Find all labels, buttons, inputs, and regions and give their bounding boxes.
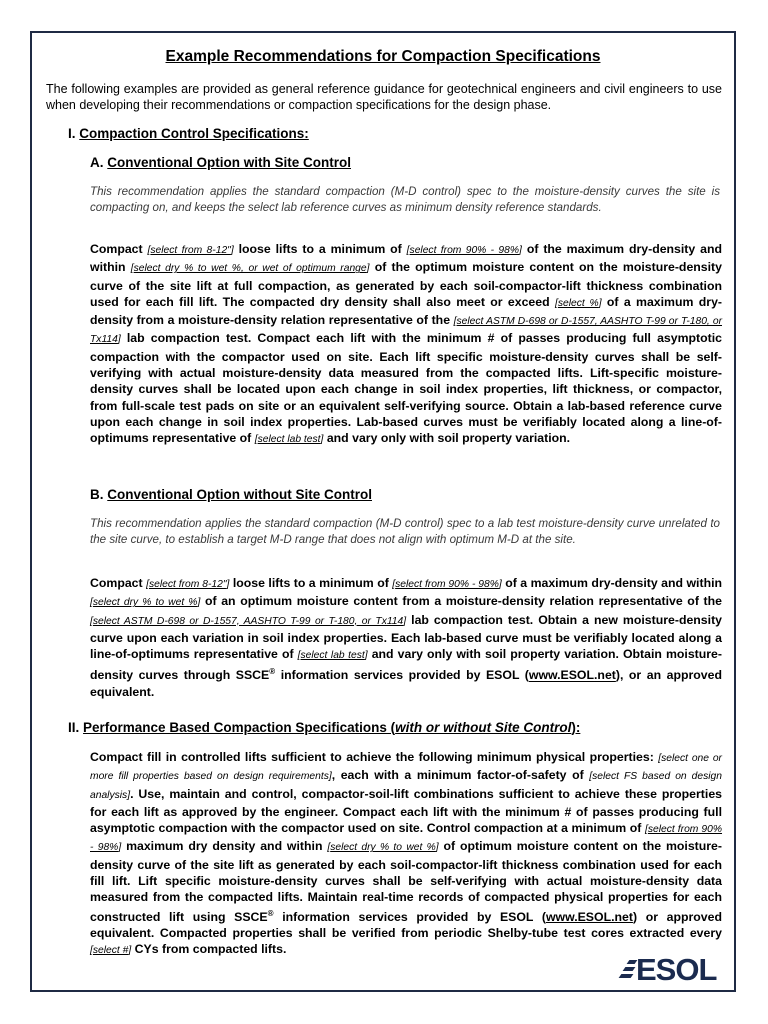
select-placeholder: select ASTM D-698 or D-1557, AASHTO T-99 or T-180, or Tx114 [90,316,722,346]
select-placeholder: select FS based on design analysis [90,771,722,801]
text-run: and vary only with soil property variation. [323,431,571,446]
select-field: [select dry % to wet %] [327,842,439,854]
select-placeholder: select lab test [300,650,365,662]
section-1-title: Compaction Control Specifications: [79,126,309,141]
section-1-number: I. [68,126,76,141]
title-run: Performance Based Compaction Specifications ( [83,720,396,735]
text-run: of optimum moisture content on the moisture-density curve of the site lift as generated by each soil-compactor-lift thickness combination used for each fill lift. Lift specific moisture-density curves shall be self-verifying with actual moisture-density data measured from the compacted lifts. Maintain real-time records of compacted physical properties for each constructed lift using SSCE [90,839,722,924]
text-run: and vary only with soil property variation. Obtain moisture-density curves through SSCE [90,647,722,683]
subsection-b-note: This recommendation applies the standard compaction (M-D control) spec to a lab test moisture-density curve unrelated to the site curve, to establish a target M-D range that does not align with optimum M-D at the site. [90,517,720,546]
registered-mark: ® [269,667,276,677]
subsection-a-title: Conventional Option with Site Control [107,155,351,170]
select-placeholder: select dry % to wet % [330,842,436,854]
text-run: Compact [90,576,147,590]
esol-logo [618,954,726,986]
text-run: , each with a minimum factor-of-safety of [331,768,590,783]
select-placeholder: select dry % to wet %, or wet of optimum range [133,263,367,275]
section-2-heading [68,720,580,735]
select-placeholder: select from 8-12" [148,579,227,590]
section-2-number: II. [68,720,80,735]
select-field: [select ASTM D-698 or D-1557, AASHTO T-99 or T-180, or Tx114] [90,316,722,346]
text-run: information services provided by ESOL ( [275,668,529,683]
title-run: ): [571,720,581,735]
select-field: [select from 90% - 98%] [90,824,723,854]
subsection-b-title: Conventional Option without Site Control [107,487,372,502]
text-run: of a maximum dry-density from a moisture-density relation representative of the [90,294,723,328]
title-run-italic: with or without Site Control [395,720,572,735]
section-1-heading [68,126,309,141]
select-field: [select FS based on design analysis] [90,771,722,801]
select-placeholder: select from 90% - 98% [409,245,520,256]
select-field: [select one or more fill properties based on design requirements] [90,753,722,783]
select-placeholder: select % [557,297,599,309]
text-run: lab compaction test. Compact each lift with the minimum # of passes producing full asymptotic compaction with the compactor used on site. Each lift specific moisture-density curves shall be self-verifying with actual moisture-density data measured from the compacted lifts. Lift-specific moisture-density curves shall be located upon each change in soil index properties, lift thickness, or compactor, from full-scale test pads on site or an equivalent self-verifying source. Obtain a lab-based reference curve upon each change in soil index properties. Lab-based curves must be verifiably located along a line-of-optimums representative of [90,331,722,446]
text-run: lab compaction test. Obtain a new moisture-density curve upon each variation in soil index properties. Each lab-based curve must be verifiably located along a line-of-optimums representative of [90,612,722,662]
select-field: [select lab test] [297,650,368,662]
intro-paragraph: The following examples are provided as general reference guidance for geotechnical engineers and civil engineers to use when developing their recommendations or compaction specifications for the design phase. [46,82,722,112]
esol-link[interactable]: www.ESOL.net [528,668,616,683]
select-field: [select #] [90,945,132,957]
select-field: [select from 90% - 98%] [392,579,502,590]
subsection-a-note: This recommendation applies the standard compaction (M-D control) spec to the moisture-density curves the site is compacting on, and keeps the select lab reference curves as minimum density reference standards. [90,185,720,214]
section-2-body [90,749,722,960]
select-field: [select ASTM D-698 or D-1557, AASHTO T-99 or T-180, or Tx114] [90,615,407,627]
esol-link[interactable]: www.ESOL.net [545,909,633,924]
logo-wordmark: ESOL [636,952,717,987]
subsection-b-number: B. [90,487,104,502]
subsection-a-body [90,241,722,449]
select-placeholder: select # [92,945,129,957]
document-title: Example Recommendations for Compaction Specifications [165,48,601,65]
section-2-title [83,720,580,735]
text-run: of the maximum dry-density and within [90,242,723,275]
text-run: loose lifts to a minimum of [229,576,393,590]
page-frame [30,31,736,992]
text-run: of a maximum dry-density and within [501,576,723,590]
text-run: . Use, maintain and control, compactor-soil-lift combinations sufficient to achieve these properties for each lift as approved by the engineer. Compact each lift with the minimum # of passes producing full asymptotic compaction with the compactor used on site. Control compaction at a minimum of [90,786,722,836]
subsection-b-body [90,575,722,700]
select-field: [select %] [554,297,602,309]
subsection-b-heading [90,487,372,502]
subsection-a-heading [90,155,351,170]
text-run: Compact [90,242,148,256]
text-run: loose lifts to a minimum of [233,242,407,256]
text-run: information services provided by ESOL ( [273,909,546,924]
registered-mark: ® [267,908,274,918]
select-placeholder: select dry % to wet % [92,597,198,609]
select-placeholder: select lab test [257,434,321,446]
text-run: ), or an approved equivalent. [90,668,722,699]
text-run: ) or approved equivalent. Compacted properties shall be verified from periodic Shelby-tube test cores extracted every [90,909,722,941]
select-field: [select from 8-12"] [147,245,234,256]
select-placeholder: select from 8-12" [150,245,231,256]
text-run: maximum dry density and within [121,839,328,854]
select-field: [select lab test] [254,434,324,446]
text-run: of an optimum moisture content from a moisture-density relation representative of the [200,594,722,609]
text-run: of the optimum moisture content on the moisture-density curve of the site lift at full compaction, as generated by each soil-compactor-lift thickness combination used for each fill lift. The compacted dry density shall also meet or exceed [90,260,722,309]
select-field: [select dry % to wet %, or wet of optimum range] [130,263,370,275]
select-placeholder: select from 90% - 98% [395,579,499,590]
select-placeholder: select from 90% - 98% [90,824,723,854]
select-placeholder: select one or more fill properties based on design requirements [90,753,722,783]
text-run: Compact fill in controlled lifts sufficient to achieve the following minimum physical properties: [90,750,659,764]
select-field: [select dry % to wet %] [90,597,201,609]
select-field: [select from 90% - 98%] [406,245,522,256]
subsection-a-number: A. [90,155,104,170]
select-placeholder: select ASTM D-698 or D-1557, AASHTO T-99 or T-180, or Tx114 [92,615,404,627]
select-field: [select from 8-12"] [146,579,230,590]
text-run: CYs from compacted lifts. [131,942,287,957]
